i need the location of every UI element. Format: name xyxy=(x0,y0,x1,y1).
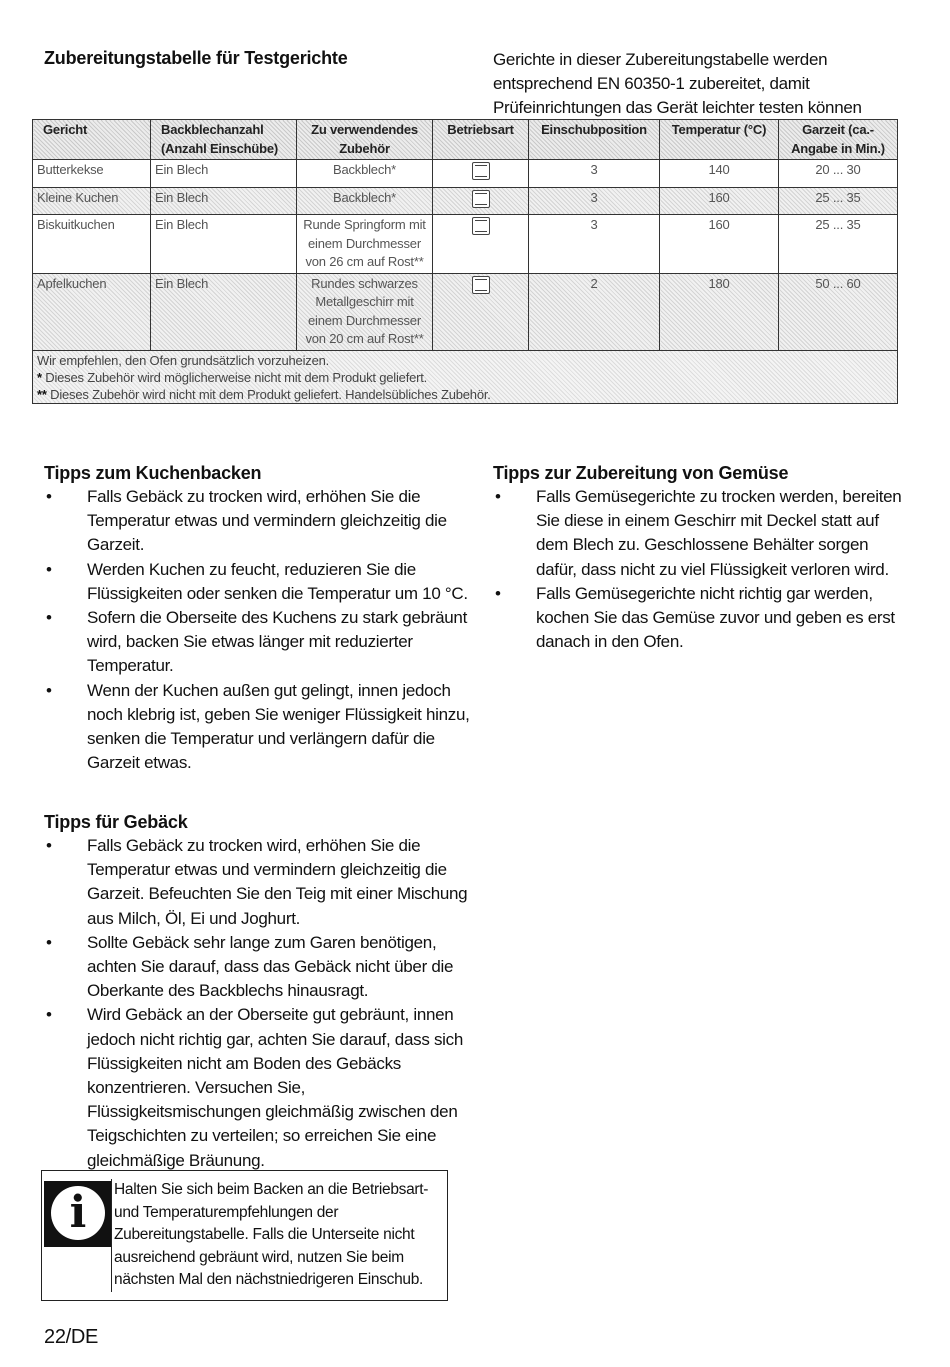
cell-accessory: Backblech* xyxy=(297,187,433,215)
table-row xyxy=(33,187,898,215)
section-title: Tipps zur Zubereitung von Gemüse xyxy=(493,463,789,483)
cell-accessory: Rundes schwarzes Metallgeschirr mit einem Durchmesser von 20 cm auf Rost** xyxy=(297,273,433,350)
top-bottom-heat-icon xyxy=(472,162,490,180)
cell-temperature: 160 xyxy=(660,215,779,274)
tips-list xyxy=(493,485,913,654)
note-star2-text: Dieses Zubehör wird nicht mit dem Produkt geliefert. Handelsübliches Zubehör. xyxy=(46,386,491,402)
list-item: • Falls Gemüsegerichte zu trocken werden, bereiten Sie diese in einem Geschirr mit Deckel statt auf dem Blech zu. Geschlossene Behälter sorgen dafür, dass nicht zu viel Flüssigkeit verloren wird. xyxy=(493,485,913,582)
tips-vegetable-section xyxy=(493,461,913,654)
page-title: Zubereitungstabelle für Testgerichte xyxy=(44,48,348,68)
note-star2-mark: ** xyxy=(37,386,47,402)
cell-temperature: 180 xyxy=(660,273,779,350)
cell-trays: Ein Blech xyxy=(151,215,297,274)
cell-dish: Apfelkuchen xyxy=(33,273,151,350)
cell-mode xyxy=(433,160,529,188)
info-icon-circle xyxy=(51,1186,105,1240)
section-title: Tipps für Gebäck xyxy=(44,812,188,832)
header-trays: Backblechanzahl (Anzahl Einschübe) xyxy=(151,120,297,160)
cell-time: 50 ... 60 xyxy=(779,273,898,350)
cell-accessory: Backblech* xyxy=(297,160,433,188)
cell-dish: Kleine Kuchen xyxy=(33,187,151,215)
cell-time: 25 ... 35 xyxy=(779,215,898,274)
cell-trays: Ein Blech xyxy=(151,273,297,350)
note-preheat: Wir empfehlen, den Ofen grundsätzlich vorzuheizen. xyxy=(37,352,330,368)
info-icon xyxy=(44,1181,111,1247)
cell-mode xyxy=(433,187,529,215)
list-item: • Falls Gemüsegerichte nicht richtig gar werden, kochen Sie das Gemüse zuvor und geben es erst danach in den Ofen. xyxy=(493,582,913,655)
list-item: • Falls Gebäck zu trocken wird, erhöhen Sie die Temperatur etwas und vermindern gleichzeitig die Garzeit. xyxy=(44,485,474,558)
list-item: • Werden Kuchen zu feucht, reduzieren Sie die Flüssigkeiten oder senken die Temperatur um 10 °C. xyxy=(44,558,474,606)
test-dishes-table xyxy=(32,119,898,404)
cell-time: 20 ... 30 xyxy=(779,160,898,188)
header-position: Einschubposition xyxy=(529,120,660,160)
cell-position: 2 xyxy=(529,273,660,350)
info-text: Halten Sie sich beim Backen an die Betriebsart- und Temperaturempfehlungen der Zubereitungstabelle. Falls die Unterseite nicht ausreichend gebräunt wird, nutzen Sie beim nächsten Mal den nächstniedrigeren Einschub. xyxy=(111,1179,447,1292)
header-temperature: Temperatur (°C) xyxy=(660,120,779,160)
table-row xyxy=(33,273,898,350)
cell-temperature: 160 xyxy=(660,187,779,215)
cell-dish: Butterkekse xyxy=(33,160,151,188)
list-item: • Wenn der Kuchen außen gut gelingt, innen jedoch noch klebrig ist, geben Sie weniger Flüssigkeit hinzu, senken die Temperatur und verlängern dafür die Garzeit etwas. xyxy=(44,679,474,776)
top-bottom-heat-icon xyxy=(472,276,490,294)
top-bottom-heat-icon xyxy=(472,217,490,235)
tips-cake-section xyxy=(44,461,474,775)
section-title: Tipps zum Kuchenbacken xyxy=(44,463,262,483)
table-row xyxy=(33,160,898,188)
cell-position: 3 xyxy=(529,187,660,215)
cell-temperature: 140 xyxy=(660,160,779,188)
list-item: • Falls Gebäck zu trocken wird, erhöhen Sie die Temperatur etwas und vermindern gleichzeitig die Garzeit. Befeuchten Sie den Teig mit einer Mischung aus Milch, Öl, Ei und Joghurt. xyxy=(44,834,474,931)
cell-dish: Biskuitkuchen xyxy=(33,215,151,274)
cell-mode xyxy=(433,273,529,350)
top-bottom-heat-icon xyxy=(472,190,490,208)
intro-text: Gerichte in dieser Zubereitungstabelle werden entsprechend EN 60350-1 zubereitet, damit Prüfeinrichtungen das Gerät leichter testen können xyxy=(493,50,862,117)
note-star1-text: Dieses Zubehör wird möglicherweise nicht mit dem Produkt geliefert. xyxy=(41,369,428,385)
tips-list xyxy=(44,834,474,1173)
note-star2 xyxy=(37,386,893,403)
note-star1 xyxy=(37,369,893,386)
list-item: • Sofern die Oberseite des Kuchens zu stark gebräunt wird, backen Sie etwas länger mit reduzierter Temperatur. xyxy=(44,606,474,679)
table-notes-row xyxy=(33,350,898,403)
page-number: 22/DE xyxy=(44,1326,99,1348)
table-header-row xyxy=(33,120,898,160)
cell-accessory: Runde Springform mit einem Durchmesser von 26 cm auf Rost** xyxy=(297,215,433,274)
list-item: • Sollte Gebäck sehr lange zum Garen benötigen, achten Sie darauf, dass das Gebäck nicht über die Oberkante des Backblechs hinausragt. xyxy=(44,931,474,1004)
cell-position: 3 xyxy=(529,215,660,274)
tips-list xyxy=(44,485,474,775)
header-mode: Betriebsart xyxy=(433,120,529,160)
cell-position: 3 xyxy=(529,160,660,188)
header-time: Garzeit (ca.-Angabe in Min.) xyxy=(779,120,898,160)
table-notes xyxy=(33,350,898,403)
table-row xyxy=(33,215,898,274)
info-icon-letter: i xyxy=(69,1187,87,1238)
cell-time: 25 ... 35 xyxy=(779,187,898,215)
info-box xyxy=(41,1170,448,1301)
header-accessory: Zu verwendendes Zubehör xyxy=(297,120,433,160)
list-item: • Wird Gebäck an der Oberseite gut gebräunt, innen jedoch nicht richtig gar, achten Sie darauf, dass sich Flüssigkeiten nicht am Boden des Gebäcks konzentrieren. Versuchen Sie, Flüssigkeitsmischungen gleichmäßig zwischen den Teigschichten zu verteilen; so erreichen Sie eine gleichmäßige Bräunung. xyxy=(44,1003,474,1172)
note-star1-mark: * xyxy=(37,369,42,385)
cell-trays: Ein Blech xyxy=(151,160,297,188)
tips-pastry-section xyxy=(44,810,474,1173)
header-dish: Gericht xyxy=(33,120,151,160)
cell-mode xyxy=(433,215,529,274)
cell-trays: Ein Blech xyxy=(151,187,297,215)
